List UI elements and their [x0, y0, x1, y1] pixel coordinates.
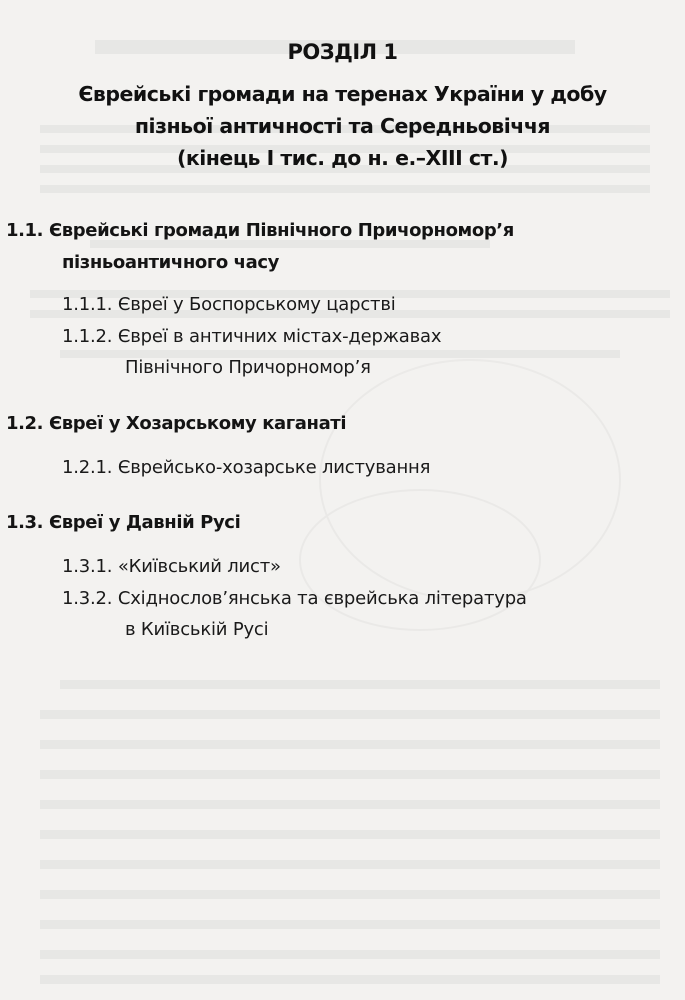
subsection-entry: [62, 457, 430, 478]
subsection-entry: [62, 556, 281, 577]
section-heading: [6, 413, 346, 434]
subsection-number: 1.1.1.: [62, 294, 113, 315]
subsection-title-continuation: Північного Причорномор’я: [125, 357, 371, 378]
chapter-label: РОЗДІЛ 1: [287, 40, 398, 64]
section-number: 1.3.: [6, 512, 44, 533]
section-title-continuation: пізньоантичного часу: [62, 252, 279, 273]
chapter-title-line: Єврейські громади на теренах України у добу: [78, 82, 607, 106]
section-title: Євреї у Давній Русі: [49, 512, 241, 533]
chapter-title-line: пізньої античності та Середньовіччя: [134, 114, 551, 138]
section-heading: [6, 512, 240, 533]
subsection-number: 1.3.1.: [62, 556, 113, 577]
section-number: 1.2.: [6, 413, 44, 434]
section-number: 1.1.: [6, 220, 44, 241]
subsection-entry: [62, 326, 441, 347]
section-title: Єврейські громади Північного Причорномор’я: [49, 220, 514, 241]
subsection-title: Єврейсько-хозарське листування: [117, 457, 431, 478]
subsection-entry: [62, 588, 527, 609]
subsection-entry: [62, 294, 396, 315]
subsection-title: Євреї в античних містах-державах: [117, 326, 442, 347]
section-heading: [6, 220, 514, 241]
subsection-title: «Київський лист»: [117, 556, 281, 577]
subsection-title-continuation: в Київській Русі: [125, 619, 269, 640]
section-title: Євреї у Хозарському каганаті: [49, 413, 347, 434]
subsection-number: 1.1.2.: [62, 326, 113, 347]
subsection-number: 1.2.1.: [62, 457, 113, 478]
subsection-number: 1.3.2.: [62, 588, 113, 609]
chapter-title-line: (кінець І тис. до н. е.–ХІІІ ст.): [176, 146, 509, 170]
subsection-title: Східнослов’янська та єврейська література: [117, 588, 527, 609]
subsection-title: Євреї у Боспорському царстві: [117, 294, 396, 315]
